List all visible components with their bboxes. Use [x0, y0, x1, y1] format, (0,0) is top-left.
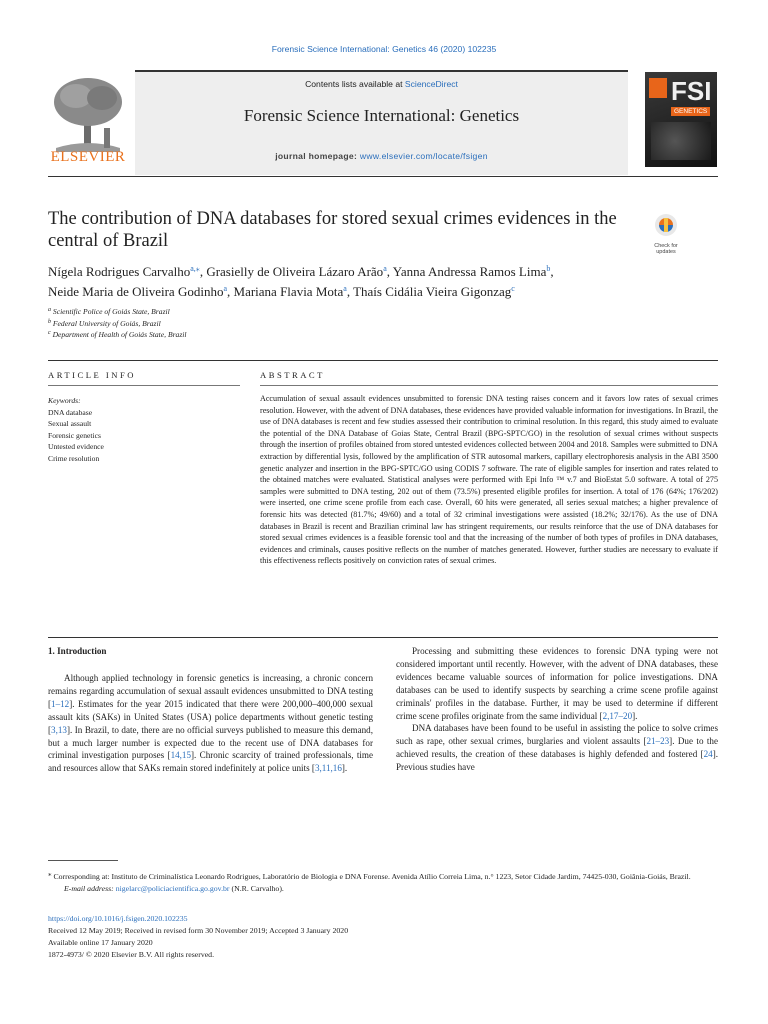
- affiliation-item: [48, 306, 448, 318]
- email-suffix: (N.R. Carvalho).: [229, 884, 284, 893]
- author-line-2: [48, 282, 688, 302]
- affiliation-text: Federal University of Goiás, Brazil: [51, 318, 161, 328]
- intro-paragraph-1: [48, 672, 373, 775]
- contents-line: [135, 79, 628, 89]
- footnote-rule: [48, 860, 118, 861]
- keyword-item: DNA database: [48, 407, 93, 417]
- author-affiliation-marker[interactable]: a: [383, 264, 387, 273]
- affiliation-item: [48, 318, 448, 330]
- journal-cover[interactable]: [645, 72, 717, 167]
- keyword-item: Untested evidence: [48, 442, 104, 451]
- keywords-block: [48, 395, 238, 464]
- affiliations: [48, 306, 448, 341]
- body-column-left: [48, 672, 373, 775]
- email-link[interactable]: nigelarc@policiacientifica.go.gov.br: [115, 884, 230, 893]
- author-affiliation-marker[interactable]: a: [223, 284, 228, 293]
- citation-link[interactable]: 24: [703, 749, 713, 760]
- footnote-text: Corresponding at: Instituto de Criminalística Leonardo Rodrigues, Laboratório de Biologia e DNA Forense. Avenida Atílio Correia Lima, n.° 1223, Setor Cidade Jardim, 74425-030, Goiânia-Goiás, Brazil.: [51, 872, 691, 881]
- intro-paragraph-3: [396, 722, 718, 774]
- author-list: [48, 262, 688, 302]
- paragraph-text: ].: [341, 763, 348, 774]
- author-name: Neide Maria de Oliveira Godinho: [48, 284, 224, 299]
- paragraph-text: ].: [632, 710, 638, 721]
- abstract-bottom-rule: [48, 637, 718, 638]
- sciencedirect-link[interactable]: ScienceDirect: [404, 79, 458, 89]
- affiliation-key: b: [48, 318, 51, 325]
- citation-link[interactable]: 14,15: [170, 750, 192, 761]
- paragraph-text: ]. In Brazil, to date, there are no official surveys published to measure this demand, but a much larger number is expected due to the recent use of DNA databases for criminal investigation purposes [: [48, 724, 373, 761]
- citation-link[interactable]: 1–12: [51, 698, 70, 709]
- affiliation-key: a: [48, 307, 51, 313]
- abstract-heading: ABSTRACT: [260, 370, 325, 380]
- crossmark-icon: [645, 212, 687, 238]
- author-name: Mariana Flavia Mota: [233, 284, 344, 299]
- author-name: Thaís Cidália Vieira Gigonzag: [353, 284, 512, 299]
- crossmark-line1: Check for: [654, 243, 678, 249]
- available-online: Available online 17 January 2020: [48, 938, 153, 947]
- author-name: Yanna Andressa Ramos Lima: [392, 264, 547, 279]
- citation-link[interactable]: 21–23: [646, 736, 670, 747]
- introduction-heading: 1. Introduction: [48, 646, 107, 656]
- body-column-right: [396, 645, 718, 774]
- keyword-item: Sexual assault: [48, 419, 92, 428]
- citation-link[interactable]: 3,11,16: [314, 763, 342, 774]
- homepage-line: [135, 151, 628, 161]
- author-separator: ,: [227, 284, 234, 299]
- check-for-updates-badge[interactable]: [645, 212, 687, 254]
- contents-prefix: Contents lists available at: [305, 79, 405, 89]
- keyword-item: Forensic genetics: [48, 430, 101, 440]
- author-affiliation-marker[interactable]: c: [511, 284, 515, 293]
- footnote-marker: ⁎: [48, 870, 52, 878]
- keywords-list: [48, 407, 238, 465]
- keyword-item: Crime resolution: [48, 453, 100, 463]
- paragraph-text: DNA databases have been found to be useful in assisting the police to solve crimes such as rape, other sexual crimes, burglaries and violent assaults [: [396, 723, 718, 747]
- article-title: The contribution of DNA databases for stored sexual crimes evidences in the central of Brazil: [48, 209, 617, 251]
- abstract-text: Accumulation of sexual assault evidences unsubmitted to forensic DNA testing raises concern and it favors low rates of sexual crimes resolution. However, with the advent of DNA databases, these evidences have provided valuable information for investigations. In Brazil, the use of DNA databases is recent and few studies assessed their contribution to criminal resolution. In this regard, this study aimed to evaluate the potential of the DNA Database of Goias State, Central Brazil (BPG-SPTC/GO) in the resolution of sexual crimes without suspects through the insertion of profiles obtained from stored untested evidences collected between 2004 and 2018. Samples were submitted to DNA extraction by differential lysis, followed by the amplification of STR autosomal markers, capillary electrophoresis analysis in the ABI 3500 genetic analyzer and insertion in the BPG-SPTC/GO using CODIS 7 software. The rate of eligible samples for insertion and rates related to the obtained matches were evaluated. Statistical analyses were performed with Epi Info ™ v.7 and BioEstat 5.0 software. A total of 275 samples were submitted to DNA testing, 202 out of them (73.5%) presented eligible profiles for insertion. A total of 176 (64%; 176/202) were inserted, one crime scene profile from each case. Overall, 60 hits were generated, all series sexual matches; a higher prevalence of forensic hits was detected (81.7%; 49/60) and a total of 32 criminal investigations were assisted (18.2%; 32/176). As the use of DNA databases in Brazil is recent and Brazilian criminal law has stringent requirements, our results reinforce that the use of DNA databases for stored sexual crimes evidences is a feasible forensic tool and that the increasing of the number of both types of profiles in DNA databases, evidences and criminals, causes positive reflects on the number of matches generated. However, further studies are necessary to evaluate if this effectiveness reflects positively on conviction rates of sexual crimes.: [260, 394, 718, 566]
- doi-link[interactable]: https://doi.org/10.1016/j.fsigen.2020.102235: [48, 914, 188, 923]
- journal-title: Forensic Science International: Genetics: [243, 106, 520, 125]
- cover-title: FSI: [671, 76, 712, 106]
- paragraph-text: ]. Previous studies have: [396, 749, 718, 773]
- paragraph-text: ]. Due to the achieved results, the creation of these databases is highly defended and fostered [: [396, 736, 718, 760]
- paragraph-text: ]. Estimates for the year 2015 indicated that there were 200,000–400,000 sexual assault kits (SAKs) in United States (USA) police departments without genetic testing [: [48, 698, 373, 735]
- author-affiliation-marker[interactable]: a: [343, 284, 347, 293]
- citation-link[interactable]: 3,13: [51, 724, 67, 735]
- journal-reference[interactable]: Forensic Science International: Genetics 46 (2020) 102235: [271, 44, 497, 54]
- elsevier-logo: [46, 72, 130, 167]
- author-separator: ,: [386, 264, 393, 279]
- received-dates: Received 12 May 2019; Received in revised form 30 November 2019; Accepted 3 January 2020: [48, 926, 349, 935]
- author-line-1: [48, 262, 688, 282]
- article-footer: [48, 913, 718, 961]
- author-name: Grasielly de Oliveira Lázaro Arão: [206, 264, 384, 279]
- corresponding-footnote: [48, 868, 718, 895]
- intro-paragraph-2: [396, 645, 718, 722]
- affiliation-key: c: [48, 330, 51, 336]
- copyright: 1872-4973/ © 2020 Elsevier B.V. All rights reserved.: [48, 950, 215, 959]
- author-name: Nígela Rodrigues Carvalho: [48, 264, 191, 279]
- affiliation-item: [48, 329, 448, 341]
- author-affiliation-marker[interactable]: b: [546, 264, 551, 273]
- affiliation-text: Scientific Police of Goiás State, Brazil: [51, 307, 170, 316]
- author-separator: ,: [346, 284, 354, 299]
- affiliation-text: Department of Health of Goiás State, Brazil: [50, 330, 187, 339]
- email-label: E-mail address:: [64, 884, 116, 893]
- article-info-heading: ARTICLE INFO: [48, 370, 136, 380]
- keywords-label: Keywords:: [48, 396, 81, 405]
- paragraph-text: Processing and submitting these evidences to forensic DNA typing were not considered important until recently. However, with the advent of DNA databases, these evidences became valuable sources of information for police investigations. DNA databases can be used to identify suspects by searching a crime scene profile against criminals' profiles in the database. Further, it may be used to determine if different crime scene profiles originate from the same individual [: [396, 646, 718, 721]
- article-info-rule: [48, 385, 240, 386]
- homepage-link[interactable]: www.elsevier.com/locate/fsigen: [359, 151, 488, 161]
- paragraph-text: Although applied technology in forensic genetics is increasing, a chronic concern remains regarding accumulation of sexual assault evidences unsubmitted to DNA testing [: [48, 673, 373, 709]
- crossmark-line2: updates: [656, 249, 676, 255]
- cover-subtitle: GENETICS: [671, 107, 710, 116]
- publisher-name: ELSEVIER: [50, 149, 126, 165]
- abstract-rule: [260, 385, 718, 386]
- author-separator: ,: [550, 264, 554, 279]
- homepage-label: journal homepage:: [275, 151, 360, 161]
- header-rule: [48, 176, 718, 177]
- citation-link[interactable]: 2,17–20: [602, 710, 633, 721]
- author-separator: ,: [199, 264, 207, 279]
- author-affiliation-marker[interactable]: a,⁎: [190, 264, 200, 273]
- paragraph-text: ]. Chronic scarcity of trained professionals, time and resources allow that SAKs remain stored indefinitely at police units [: [48, 750, 373, 774]
- section-rule: [48, 360, 718, 361]
